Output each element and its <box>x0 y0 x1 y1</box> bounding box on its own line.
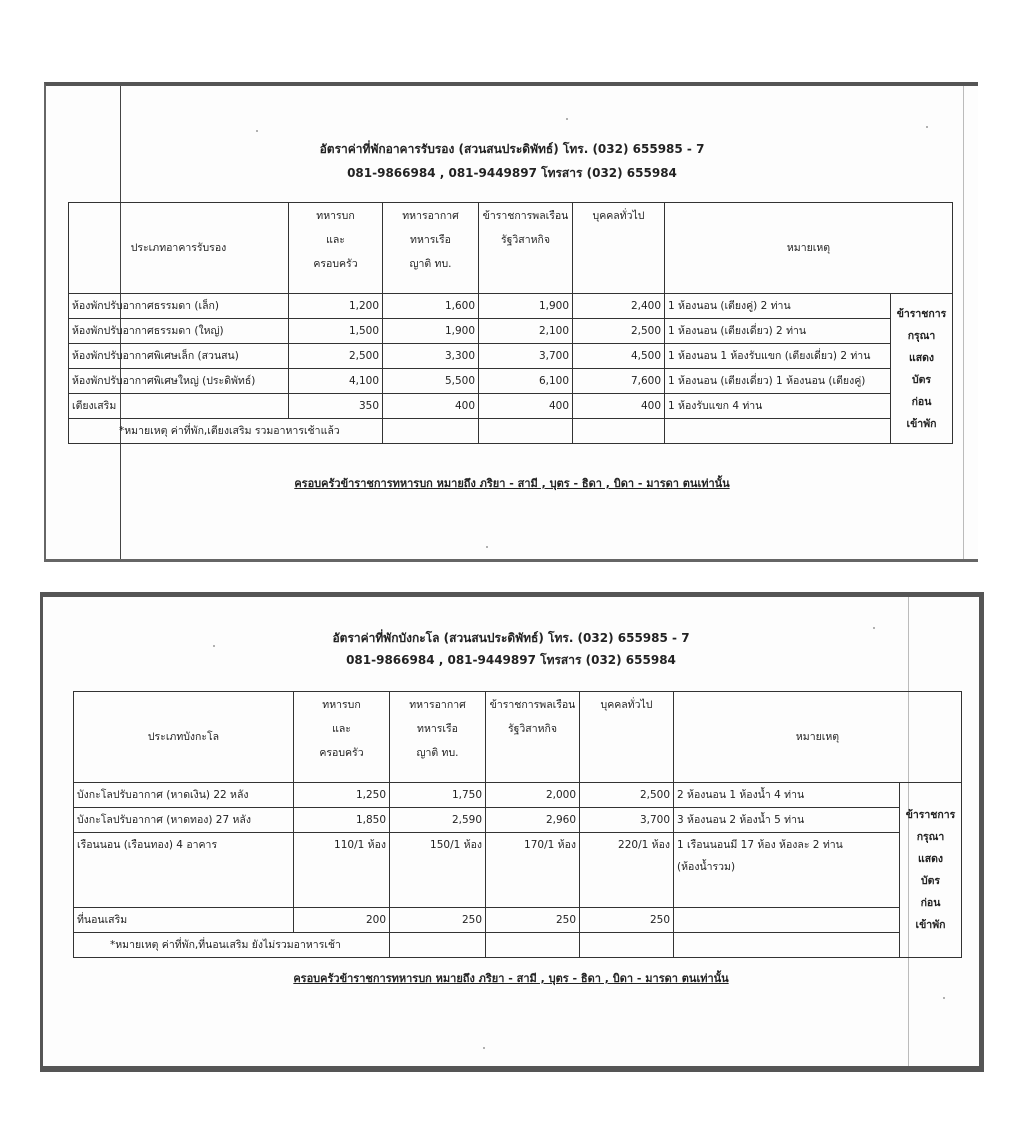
extra-bed-type <box>69 394 289 419</box>
room-type: บังกะโลปรับอากาศ (หาดเงิน) 22 หลัง <box>74 783 294 808</box>
scan-speck <box>486 546 488 548</box>
price-army: 1,200 <box>289 294 383 319</box>
side-note-line: เข้าพัก <box>906 417 937 430</box>
side-note-line: ก่อน <box>920 897 941 909</box>
room-note: 1 ห้องนอน (เตียงคู่) 2 ท่าน <box>665 294 891 319</box>
room-type: ห้องพักปรับอากาศพิเศษใหญ่ (ประดิพัทธ์) <box>69 369 289 394</box>
empty-cell <box>665 419 891 444</box>
price-general: 4,500 <box>573 344 665 369</box>
room-note-line1: 1 เรือนนอนมี 17 ห้อง ห้องละ 2 ท่าน <box>677 839 843 851</box>
price-army: 1,500 <box>289 319 383 344</box>
price-general: 3,700 <box>580 808 674 833</box>
room-note: 2 ห้องนอน 1 ห้องน้ำ 4 ท่าน <box>674 783 900 808</box>
price-civil: 170/1 ห้อง <box>486 833 580 908</box>
extra-bed-general <box>573 394 665 419</box>
price-army: 1,250 <box>294 783 390 808</box>
empty-cell <box>573 419 665 444</box>
header-air-line2: ทหารเรือ <box>417 723 458 735</box>
extra-bed-type: ที่นอนเสริม <box>74 908 294 933</box>
table-row <box>74 783 962 808</box>
side-note-line: ข้าราชการ <box>905 809 956 821</box>
side-note <box>900 783 962 958</box>
price-air: 5,500 <box>383 369 479 394</box>
scan-speck <box>566 118 568 120</box>
extra-bed-label: เตียงเสริม <box>72 400 117 412</box>
room-note: 1 ห้องนอน (เตียงเดี่ยว) 1 ห้องนอน (เตียงคู่) <box>665 369 891 394</box>
extra-bed-army <box>289 394 383 419</box>
side-note-line: กรุณา <box>907 329 936 342</box>
room-note: 1 ห้องนอน (เตียงเดี่ยว) 2 ท่าน <box>665 319 891 344</box>
footnote: *หมายเหตุ ค่าที่พัก,ที่นอนเสริม ยังไม่รวมอาหารเช้า <box>74 933 390 958</box>
side-note-line: กรุณา <box>916 831 945 843</box>
rate-table <box>73 691 962 958</box>
price-air: 1,900 <box>383 319 479 344</box>
header-civil <box>486 692 580 783</box>
extra-bed-general-value: 400 <box>640 400 661 412</box>
price-civil: 2,000 <box>486 783 580 808</box>
header-civil-line2: รัฐวิสาหกิจ <box>507 723 558 735</box>
header-army-line3: ครอบครัว <box>313 258 358 270</box>
header-army-line3: ครอบครัว <box>319 747 364 759</box>
room-note: 1 ห้องนอน 1 ห้องรับแขก (เตียงเดี่ยว) 2 ท่าน <box>665 344 891 369</box>
room-note-line2: (ห้องน้ำรวม) <box>677 861 736 873</box>
footnote: *หมายเหตุ ค่าที่พัก,เตียงเสริม รวมอาหารเช้าแล้ว <box>69 419 383 444</box>
empty-cell <box>674 933 900 958</box>
room-note-extra: 1 ห้องรับแขก 4 ท่าน <box>665 394 891 419</box>
header-air-line3: ญาติ ทบ. <box>409 258 452 270</box>
price-civil: 2,100 <box>479 319 573 344</box>
side-note-line: แสดง <box>917 853 944 865</box>
room-type: ห้องพักปรับอากาศธรรมดา (ใหญ่) <box>69 319 289 344</box>
price-air: 2,590 <box>390 808 486 833</box>
page-title: อัตราค่าที่พักอาคารรับรอง (สวนสนประดิพัทธ์) โทร. (032) 655985 - 7 <box>319 142 705 156</box>
header-general: บุคคลทั่วไป <box>580 692 674 783</box>
price-air: 1,750 <box>390 783 486 808</box>
extra-bed-army-value: 350 <box>358 400 379 412</box>
scan-speck <box>483 1047 485 1049</box>
side-note <box>891 294 953 444</box>
table-row <box>69 294 953 319</box>
room-type: ห้องพักปรับอากาศธรรมดา (เล็ก) <box>69 294 289 319</box>
room-type: เรือนนอน (เรือนทอง) 4 อาคาร <box>74 833 294 908</box>
header-army-line2: และ <box>326 234 345 246</box>
price-civil: 6,100 <box>479 369 573 394</box>
header-remark: หมายเหตุ <box>674 692 962 783</box>
extra-bed-air <box>383 394 479 419</box>
header-type: ประเภทบังกะโล <box>74 692 294 783</box>
contact-numbers: 081-9866984 , 081-9449897 โทรสาร (032) 655984 <box>346 653 676 667</box>
page-title: อัตราค่าที่พักบังกะโล (สวนสนประดิพัทธ์) โทร. (032) 655985 - 7 <box>332 631 690 645</box>
header-air <box>383 203 479 294</box>
table-header-row <box>74 692 962 783</box>
header-army-line2: และ <box>332 723 351 735</box>
price-army: 110/1 ห้อง <box>294 833 390 908</box>
price-civil: 2,960 <box>486 808 580 833</box>
empty-cell <box>383 419 479 444</box>
footnote-row <box>69 419 953 444</box>
price-civil: 3,700 <box>479 344 573 369</box>
empty-cell <box>580 933 674 958</box>
header-air-line1: ทหารอากาศ <box>402 210 459 222</box>
price-general: 220/1 ห้อง <box>580 833 674 908</box>
room-note <box>674 833 900 908</box>
header-remark: หมายเหตุ <box>665 203 953 294</box>
footnote-row <box>74 933 962 958</box>
extra-bed-civil <box>479 394 573 419</box>
empty-cell <box>479 419 573 444</box>
table-row <box>74 808 962 833</box>
table-row <box>69 319 953 344</box>
header-army-line1: ทหารบก <box>316 210 355 222</box>
extra-bed-army: 200 <box>294 908 390 933</box>
header-civil-line2: รัฐวิสาหกิจ <box>500 234 551 246</box>
header-civil-line1: ข้าราชการพลเรือน <box>489 699 576 711</box>
rate-table <box>68 202 953 444</box>
extra-bed-general: 250 <box>580 908 674 933</box>
price-general: 2,500 <box>580 783 674 808</box>
header-army <box>289 203 383 294</box>
table-row <box>69 369 953 394</box>
price-army: 1,850 <box>294 808 390 833</box>
header-type: ประเภทอาคารรับรอง <box>69 203 289 294</box>
extra-bed-civil-value: 400 <box>548 400 569 412</box>
price-air: 3,300 <box>383 344 479 369</box>
header-air <box>390 692 486 783</box>
side-note-line: บัตร <box>911 373 932 386</box>
scan-speck <box>926 126 928 128</box>
header-army-line1: ทหารบก <box>322 699 361 711</box>
price-air: 150/1 ห้อง <box>390 833 486 908</box>
side-note-line: แสดง <box>908 351 935 364</box>
side-note-line: ข้าราชการ <box>896 307 947 320</box>
side-note-line: บัตร <box>920 875 941 887</box>
table-row <box>74 908 962 933</box>
price-air: 1,600 <box>383 294 479 319</box>
bungalow-rate-sheet <box>40 592 984 1072</box>
scan-speck <box>256 130 258 132</box>
family-definition-note: ครอบครัวข้าราชการทหารบก หมายถึง ภริยา - สามี , บุตร - ธิดา , บิดา - มารดา ตนเท่านั้น <box>294 477 730 490</box>
price-general: 7,600 <box>573 369 665 394</box>
table-row <box>69 344 953 369</box>
extra-bed-civil: 250 <box>486 908 580 933</box>
price-army: 2,500 <box>289 344 383 369</box>
price-general: 2,400 <box>573 294 665 319</box>
scan-speck <box>943 997 945 999</box>
header-air-line1: ทหารอากาศ <box>409 699 466 711</box>
side-note-line: เข้าพัก <box>915 919 946 931</box>
room-type: บังกะโลปรับอากาศ (หาดทอง) 27 หลัง <box>74 808 294 833</box>
table-header-row <box>69 203 953 294</box>
empty-cell <box>674 908 900 933</box>
header-civil <box>479 203 573 294</box>
header-air-line3: ญาติ ทบ. <box>416 747 459 759</box>
price-civil: 1,900 <box>479 294 573 319</box>
price-general: 2,500 <box>573 319 665 344</box>
empty-cell <box>390 933 486 958</box>
accommodation-rate-sheet <box>44 82 978 562</box>
header-army <box>294 692 390 783</box>
family-definition-note: ครอบครัวข้าราชการทหารบก หมายถึง ภริยา - สามี , บุตร - ธิดา , บิดา - มารดา ตนเท่านั้น <box>293 972 729 985</box>
extra-bed-air: 250 <box>390 908 486 933</box>
empty-cell <box>486 933 580 958</box>
header-general: บุคคลทั่วไป <box>573 203 665 294</box>
extra-bed-air-value: 400 <box>454 400 475 412</box>
header-air-line2: ทหารเรือ <box>410 234 451 246</box>
side-note-line: ก่อน <box>911 395 932 408</box>
contact-numbers: 081-9866984 , 081-9449897 โทรสาร (032) 655984 <box>347 166 677 180</box>
room-type: ห้องพักปรับอากาศพิเศษเล็ก (สวนสน) <box>69 344 289 369</box>
header-civil-line1: ข้าราชการพลเรือน <box>482 210 569 222</box>
room-note: 3 ห้องนอน 2 ห้องน้ำ 5 ท่าน <box>674 808 900 833</box>
table-row <box>74 833 962 908</box>
price-army: 4,100 <box>289 369 383 394</box>
